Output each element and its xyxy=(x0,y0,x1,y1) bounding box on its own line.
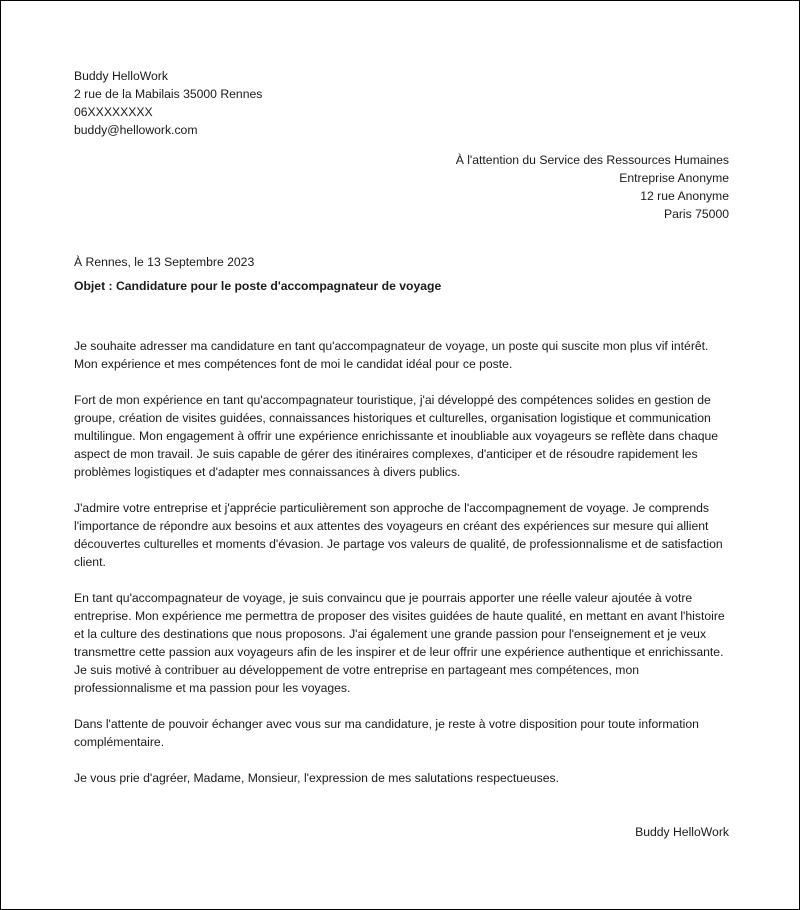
body-paragraph-company: J'admire votre entreprise et j'apprécie particulièrement son approche de l'accompagnement de voyage. Je comprends l'importance de répondre aux besoins et aux attentes des voyageurs en créant des expériences sur mesure qui allient découvertes culturelles et moments d'évasion. Je partage vos valeurs de qualité, de professionnalisme et de satisfaction client. xyxy=(74,501,723,569)
body-paragraph-closing: Dans l'attente de pouvoir échanger avec vous sur ma candidature, je reste à votre disposition pour toute information complémentaire. xyxy=(74,717,699,749)
sender-email: buddy@hellowork.com xyxy=(74,123,198,137)
sender-address: 2 rue de la Mabilais 35000 Rennes xyxy=(74,87,263,101)
recipient-block xyxy=(74,151,729,223)
sender-block xyxy=(74,67,729,139)
recipient-city: Paris 75000 xyxy=(663,207,729,221)
recipient-company: Entreprise Anonyme xyxy=(619,171,729,185)
recipient-attention: À l'attention du Service des Ressources Humaines xyxy=(455,153,729,167)
recipient-street: 12 rue Anonyme xyxy=(640,189,729,203)
letter-date: À Rennes, le 13 Septembre 2023 xyxy=(74,255,255,269)
body-paragraph-experience: Fort de mon expérience en tant qu'accompagnateur touristique, j'ai développé des compétences solides en gestion de groupe, création de visites guidées, connaissances historiques et culturelles, organisation logistique et communication multilingue. Mon engagement à offrir une expérience enrichissante et inoubliable aux voyageurs se reflète dans chaque aspect de mon travail. Je suis capable de gérer des itinéraires complexes, d'anticiper et de résoudre rapidement les problèmes logistiques et d'adapter mes connaissances à divers publics. xyxy=(74,393,719,479)
sender-phone: 06XXXXXXXX xyxy=(74,105,153,119)
letter-content xyxy=(74,67,729,841)
body-paragraph-intro: Je souhaite adresser ma candidature en tant qu'accompagnateur de voyage, un poste qui suscite mon plus vif intérêt. Mon expérience et mes compétences font de moi le candidat idéal pour ce poste. xyxy=(74,339,709,371)
letter-subject: Objet : Candidature pour le poste d'accompagnateur de voyage xyxy=(74,279,442,293)
body-paragraph-value: En tant qu'accompagnateur de voyage, je suis convaincu que je pourrais apporter une réelle valeur ajoutée à votre entreprise. Mon expérience me permettra de proposer des visites guidées de haute qualité, en mettant en avant l'histoire et la culture des destinations que nous proposons. J'ai également une grande passion pour l'enseignement et je veux transmettre cette passion aux voyageurs afin de les inspirer et de leur offrir une expérience authentique et enrichissante. Je suis motivé à contribuer au développement de votre entreprise en partageant mes compétences, mon professionnalisme et ma passion pour les voyages. xyxy=(74,591,725,695)
letter-body xyxy=(74,337,729,787)
body-paragraph-salutation: Je vous prie d'agréer, Madame, Monsieur, l'expression de mes salutations respectueuses. xyxy=(74,771,559,785)
letter-signature: Buddy HelloWork xyxy=(635,825,729,839)
sender-name: Buddy HelloWork xyxy=(74,69,168,83)
